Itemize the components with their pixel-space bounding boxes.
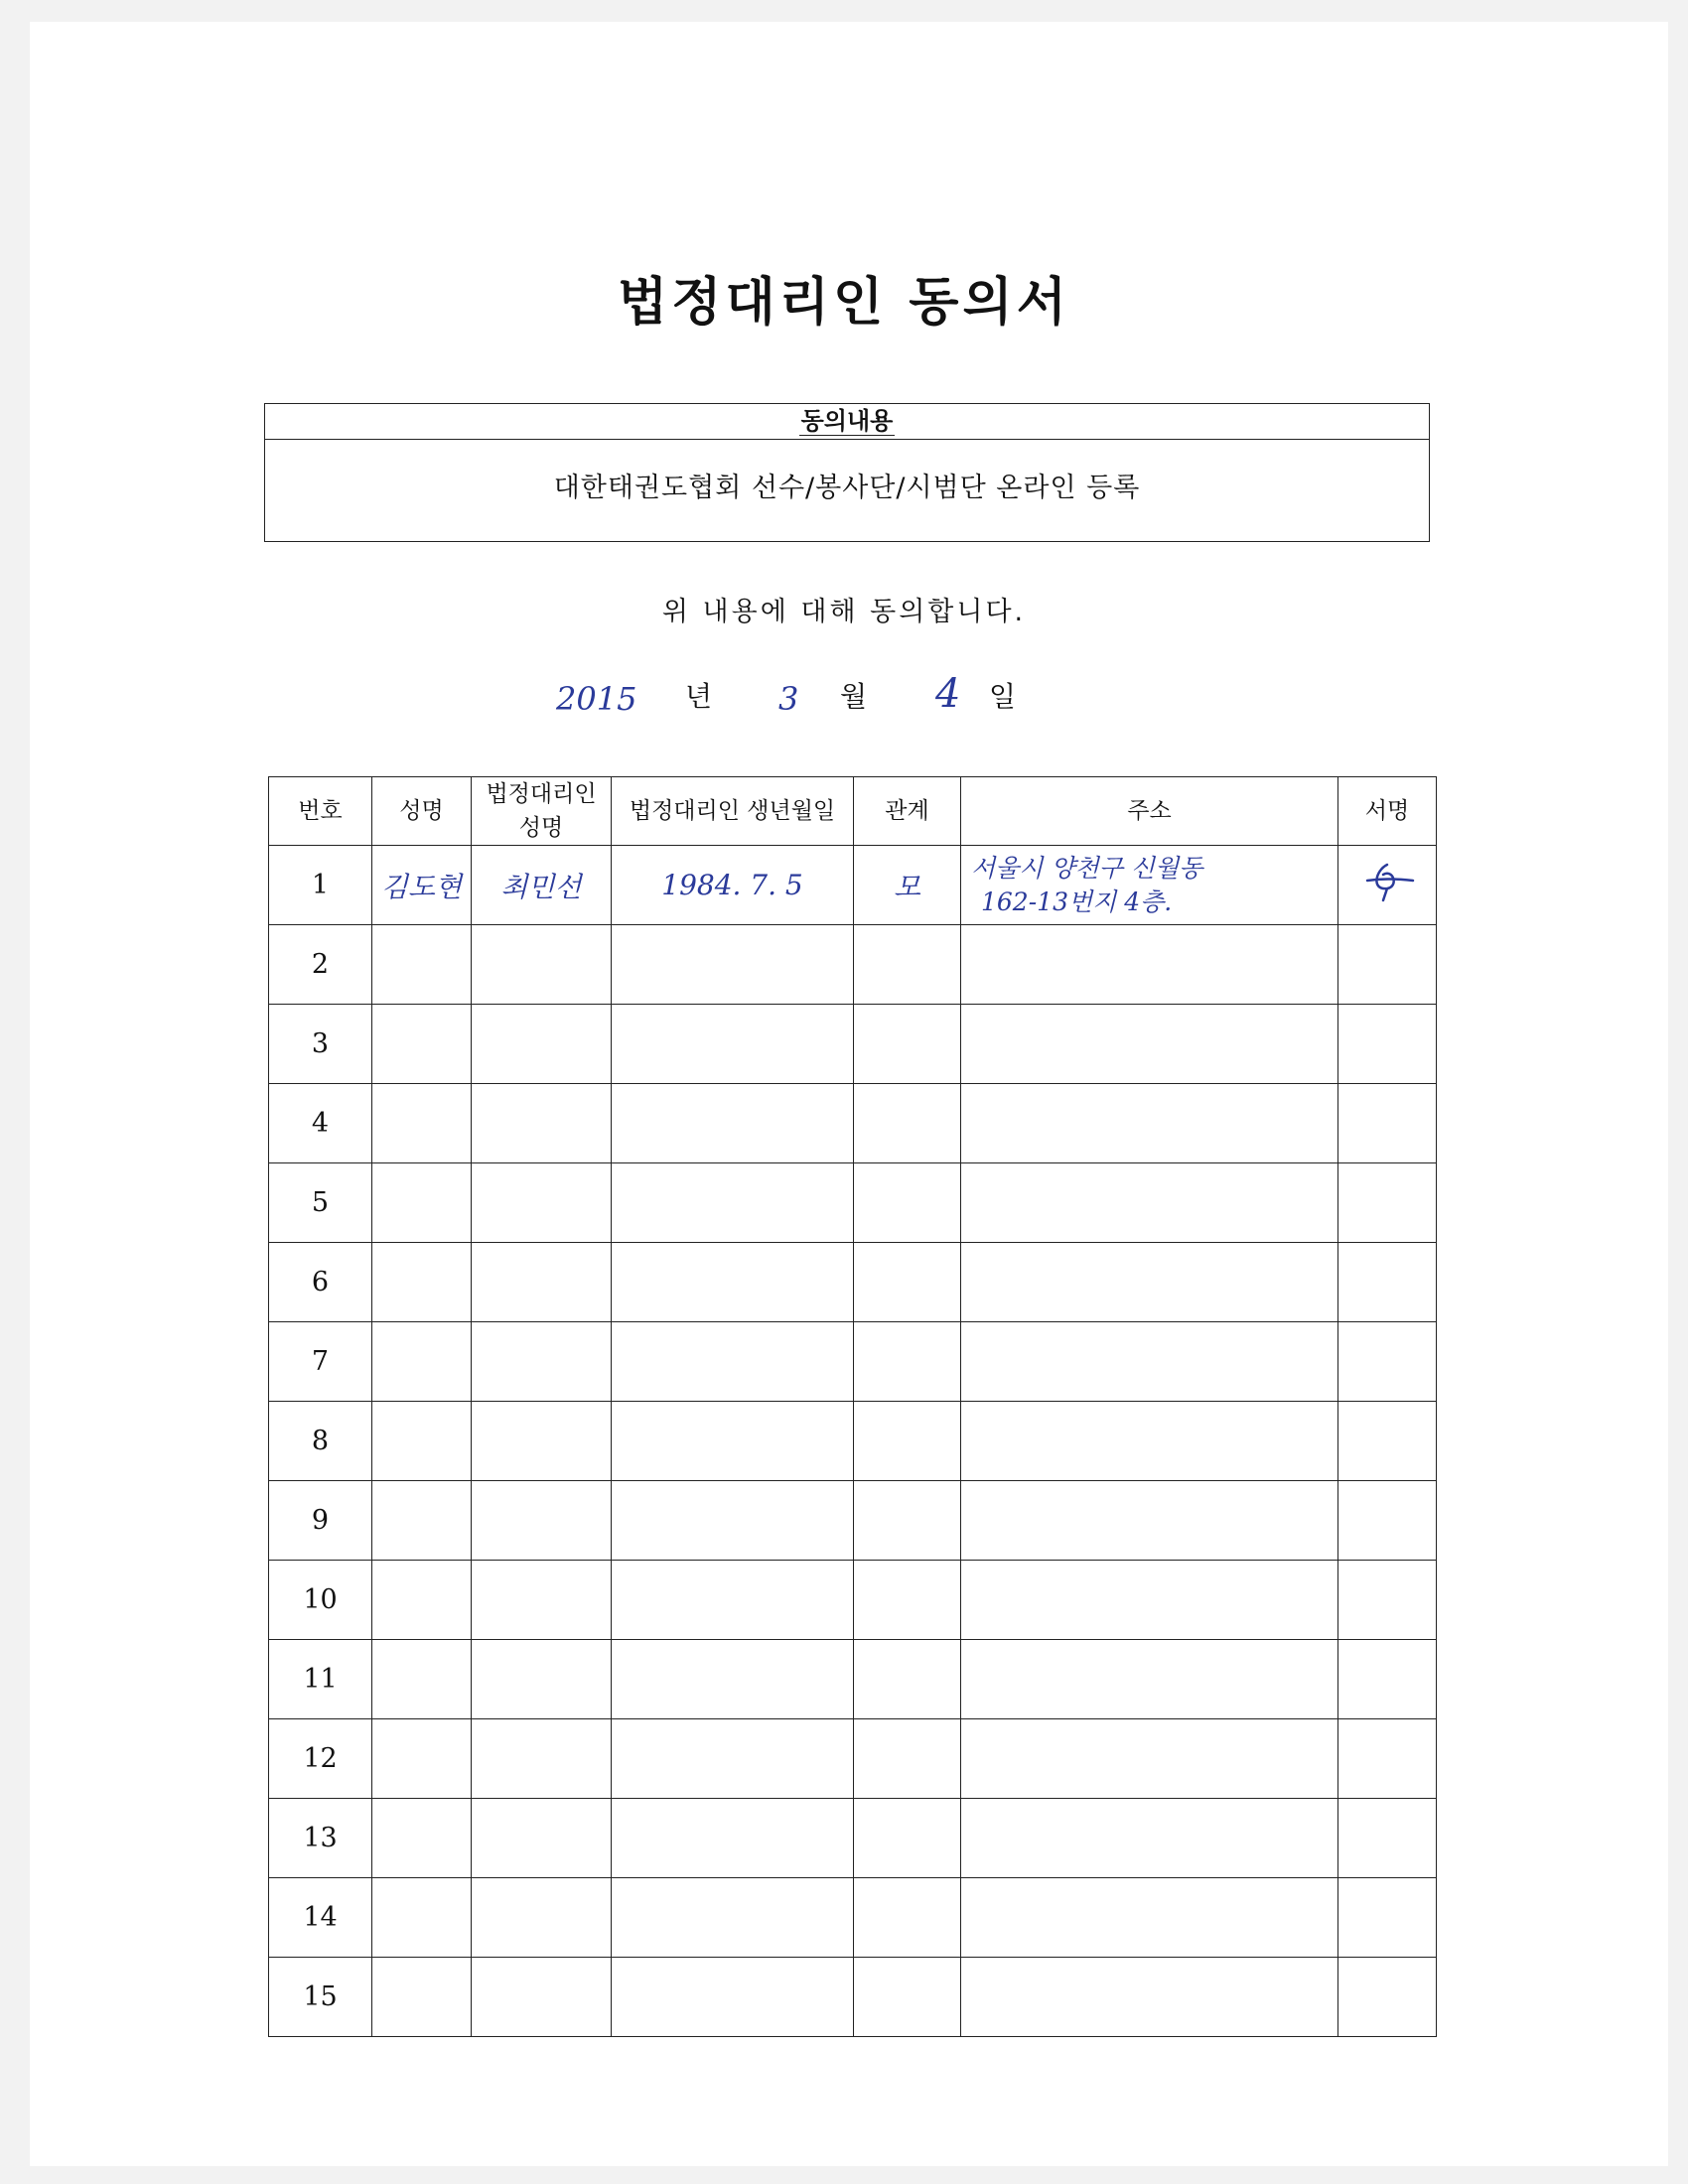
row-guardian-name [472,1958,612,2037]
row-guardian-birth [612,1561,854,1640]
row-number: 9 [269,1481,372,1561]
row-name [372,1561,472,1640]
row-number: 11 [269,1640,372,1719]
date-month-value: 3 [778,680,799,718]
row-relation [854,1163,961,1243]
row-relation [854,1878,961,1958]
table-row [269,1084,1437,1163]
row-address [961,846,1338,925]
header-signature: 서명 [1338,777,1437,846]
row-relation: 모 [854,846,961,925]
header-guardian-name: 법정대리인 성명 [472,777,612,846]
row-name [372,1958,472,2037]
row-number: 15 [269,1958,372,2037]
table-row [269,1163,1437,1243]
header-address: 주소 [961,777,1338,846]
row-number: 6 [269,1243,372,1322]
row-guardian-birth [612,1005,854,1084]
row-guardian-name [472,1322,612,1402]
row-guardian-birth [612,1243,854,1322]
row-relation [854,925,961,1005]
row-address [961,1719,1338,1799]
row-guardian-birth [612,1640,854,1719]
row-relation [854,1640,961,1719]
table-row [269,1561,1437,1640]
row-address [961,1005,1338,1084]
row-number: 1 [269,846,372,925]
row-name [372,1243,472,1322]
row-address [961,1243,1338,1322]
row-name [372,1322,472,1402]
table-row [269,1878,1437,1958]
consent-body: 대한태권도협회 선수/봉사단/시범단 온라인 등록 [553,473,1141,503]
row-guardian-name [472,1402,612,1481]
row-number: 4 [269,1084,372,1163]
row-guardian-birth [612,925,854,1005]
handwritten-signature-icon [1357,857,1417,906]
row-relation [854,1005,961,1084]
row-address [961,1084,1338,1163]
row-number: 3 [269,1005,372,1084]
row-number: 5 [269,1163,372,1243]
row-relation [854,1243,961,1322]
row-name [372,1719,472,1799]
row-number: 7 [269,1322,372,1402]
table-row [269,1005,1437,1084]
row-relation [854,1958,961,2037]
row-guardian-birth [612,1163,854,1243]
row-guardian-name [472,1799,612,1878]
header-no: 번호 [269,777,372,846]
row-relation [854,1481,961,1561]
consent-header [265,404,1429,440]
row-address [961,1799,1338,1878]
row-address [961,1640,1338,1719]
row-guardian-birth [612,1878,854,1958]
row-signature [1338,1958,1437,2037]
row-signature [1338,1163,1437,1243]
document-title: 법정대리인 동의서 [618,273,1070,333]
table-row [269,846,1437,925]
consent-content-box [264,403,1430,542]
row-guardian-birth [612,1481,854,1561]
date-day-label: 일 [989,680,1017,713]
guardian-consent-table [268,776,1437,2037]
row-address-line2: 162-13번지 4층. [981,887,1173,916]
date-year-label: 년 [685,680,713,713]
row-name [372,1163,472,1243]
row-signature [1338,1799,1437,1878]
row-address [961,1322,1338,1402]
row-number: 13 [269,1799,372,1878]
table-row [269,1799,1437,1878]
row-name [372,1481,472,1561]
row-number: 10 [269,1561,372,1640]
row-address [961,1481,1338,1561]
row-signature [1338,1640,1437,1719]
row-address [961,1958,1338,2037]
row-guardian-birth [612,1799,854,1878]
row-guardian-name [472,1640,612,1719]
row-address [961,1561,1338,1640]
row-signature [1338,1878,1437,1958]
row-number: 12 [269,1719,372,1799]
row-name [372,1084,472,1163]
table-row [269,1719,1437,1799]
row-guardian-name [472,1481,612,1561]
header-guardian-birth: 법정대리인 생년월일 [612,777,854,846]
row-guardian-birth: 1984. 7. 5 [612,846,854,925]
row-address [961,1402,1338,1481]
row-guardian-name: 최민선 [472,846,612,925]
date-year-value: 2015 [556,680,637,718]
row-guardian-name [472,1243,612,1322]
row-relation [854,1084,961,1163]
row-guardian-name [472,1561,612,1640]
row-signature [1338,925,1437,1005]
date-day-value: 4 [935,671,961,717]
row-number: 14 [269,1878,372,1958]
table-header-row [269,777,1437,846]
row-guardian-name [472,1084,612,1163]
row-address [961,1878,1338,1958]
row-signature [1338,1481,1437,1561]
row-relation [854,1719,961,1799]
row-number: 2 [269,925,372,1005]
date-month-label: 월 [840,680,868,713]
row-address [961,925,1338,1005]
row-name [372,925,472,1005]
row-guardian-birth [612,1084,854,1163]
row-address-line1: 서울시 양천구 신월동 [971,853,1203,883]
row-name [372,1640,472,1719]
row-guardian-birth [612,1402,854,1481]
header-name: 성명 [372,777,472,846]
row-guardian-name [472,1163,612,1243]
row-name [372,1402,472,1481]
row-signature [1338,1243,1437,1322]
row-guardian-birth [612,1719,854,1799]
row-guardian-name [472,1878,612,1958]
table-row [269,1322,1437,1402]
row-signature [1338,1084,1437,1163]
row-relation [854,1799,961,1878]
row-guardian-name [472,925,612,1005]
row-signature [1338,1719,1437,1799]
row-guardian-birth [612,1322,854,1402]
row-signature [1338,846,1437,925]
row-name: 김도현 [372,846,472,925]
row-name [372,1799,472,1878]
row-relation [854,1561,961,1640]
row-signature [1338,1005,1437,1084]
row-name [372,1878,472,1958]
table-row [269,1243,1437,1322]
table-row [269,1481,1437,1561]
table-row [269,925,1437,1005]
row-name [372,1005,472,1084]
agreement-statement: 위 내용에 대해 동의합니다. [661,597,1027,627]
row-address [961,1163,1338,1243]
row-guardian-name [472,1719,612,1799]
row-signature [1338,1561,1437,1640]
table-row [269,1640,1437,1719]
row-guardian-birth [612,1958,854,2037]
row-signature [1338,1322,1437,1402]
consent-header-label: 동의내용 [800,407,894,435]
header-relation: 관계 [854,777,961,846]
table-row [269,1402,1437,1481]
row-signature [1338,1402,1437,1481]
table-row [269,1958,1437,2037]
row-relation [854,1322,961,1402]
row-guardian-name [472,1005,612,1084]
row-number: 8 [269,1402,372,1481]
row-relation [854,1402,961,1481]
